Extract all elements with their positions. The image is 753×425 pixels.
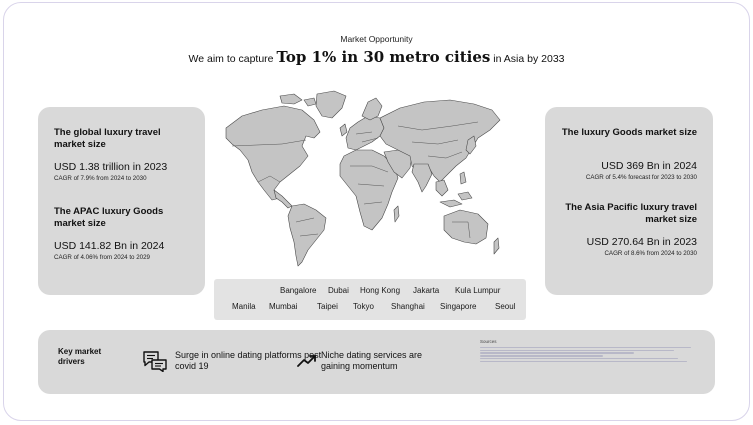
- arctic-islands-shape: [304, 98, 316, 106]
- stat-title: The global luxury travel market size: [54, 127, 161, 150]
- city-label: Dubai: [328, 286, 349, 295]
- stat-title: The luxury Goods market size: [561, 127, 697, 138]
- city-label: Singapore: [440, 302, 477, 311]
- source-line: [480, 355, 603, 356]
- indonesia-shape: [458, 192, 472, 200]
- sources-block: [480, 339, 700, 362]
- left-stats-card: [38, 107, 205, 295]
- source-line: [480, 361, 687, 362]
- city-label: Bangalore: [280, 286, 317, 295]
- greenland-shape: [316, 91, 346, 118]
- source-line: [480, 358, 678, 359]
- stat-subtext: CAGR of 7.9% from 2024 to 2030: [54, 175, 147, 182]
- australia-shape: [444, 210, 488, 244]
- chat-bubbles-icon: [142, 350, 168, 372]
- market-drivers-bar: [38, 330, 715, 394]
- drivers-label: Key market drivers: [58, 347, 102, 366]
- page-headline: [0, 48, 753, 66]
- trend-up-icon: [297, 354, 317, 368]
- city-label: Jakarta: [413, 286, 440, 295]
- madagascar-shape: [394, 206, 399, 222]
- world-map-graphic: [222, 86, 505, 268]
- uk-shape: [340, 124, 347, 136]
- stat-value: USD 1.38 trillion in 2023: [54, 161, 168, 173]
- city-label: Manila: [232, 302, 256, 311]
- section-kicker: Market Opportunity: [340, 34, 413, 44]
- driver-text: Niche dating services are gaining momentum: [321, 350, 423, 371]
- stat-title: The APAC luxury Goods market size: [54, 206, 164, 229]
- stat-title: The Asia Pacific luxury travel market size: [565, 202, 697, 225]
- city-label: Tokyo: [353, 302, 374, 311]
- stat-value: USD 141.82 Bn in 2024: [54, 240, 165, 252]
- arctic-islands-shape: [280, 94, 302, 104]
- sources-title: Sources: [480, 339, 497, 344]
- stat-subtext: CAGR of 5.4% forecast for 2023 to 2030: [585, 174, 697, 181]
- headline-pre: We aim to capture: [188, 53, 274, 65]
- stat-subtext: CAGR of 4.06% from 2024 to 2029: [54, 254, 150, 261]
- right-stats-card: [545, 107, 713, 295]
- headline-highlight: Top 1% in 30 metro cities: [276, 48, 491, 66]
- headline-post: in Asia by 2033: [493, 53, 565, 65]
- stat-subtext: CAGR of 8.6% from 2024 to 2030: [604, 250, 697, 257]
- driver-text: Surge in online dating platforms post covid 19: [175, 350, 322, 371]
- city-label: Seoul: [495, 302, 516, 311]
- source-line: [480, 352, 634, 353]
- southeast-asia-shape: [436, 180, 448, 196]
- philippines-shape: [460, 172, 466, 184]
- stat-value: USD 270.64 Bn in 2023: [586, 236, 697, 248]
- city-label: Hong Kong: [360, 286, 401, 295]
- indonesia-shape: [440, 200, 462, 207]
- stat-value: USD 369 Bn in 2024: [601, 160, 697, 172]
- cities-panel: [214, 279, 526, 320]
- city-label: Taipei: [317, 302, 338, 311]
- north-america-shape: [226, 106, 320, 200]
- new-zealand-shape: [494, 238, 499, 254]
- source-line: [480, 350, 674, 351]
- city-label: Shanghai: [391, 302, 425, 311]
- world-map: [222, 86, 505, 268]
- city-label: Mumbai: [269, 302, 298, 311]
- city-label: Kula Lumpur: [455, 286, 501, 295]
- india-shape: [412, 164, 432, 192]
- source-line: [480, 347, 691, 348]
- scandinavia-shape: [362, 98, 382, 120]
